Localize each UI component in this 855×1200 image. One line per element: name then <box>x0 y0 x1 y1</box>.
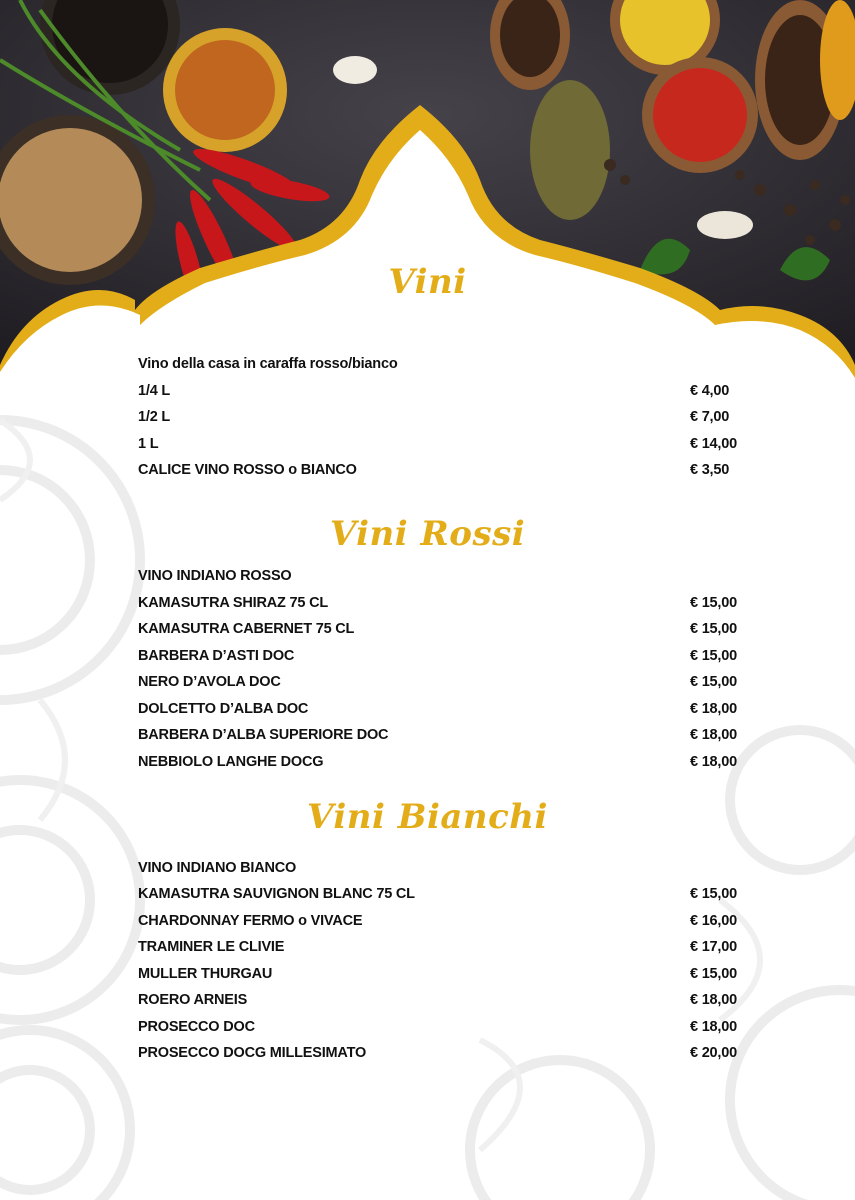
menu-item <box>138 966 738 986</box>
item-name: KAMASUTRA SHIRAZ 75 CL <box>138 595 329 611</box>
item-price: € 3,50 <box>690 462 730 478</box>
menu-item <box>138 568 738 588</box>
item-name: CHARDONNAY FERMO o VIVACE <box>138 913 363 929</box>
item-price: € 15,00 <box>690 621 737 637</box>
item-name: VINO INDIANO BIANCO <box>138 860 297 876</box>
item-name: PROSECCO DOC <box>138 1019 255 1035</box>
menu-item <box>138 992 738 1012</box>
menu-item <box>138 727 738 747</box>
item-name: KAMASUTRA SAUVIGNON BLANC 75 CL <box>138 886 415 902</box>
item-name: DOLCETTO D’ALBA DOC <box>138 701 309 717</box>
item-name: 1/4 L <box>138 383 171 399</box>
menu-item <box>138 648 738 668</box>
item-price: € 18,00 <box>690 992 737 1008</box>
item-name: NERO D’AVOLA DOC <box>138 674 281 690</box>
item-name: 1 L <box>138 436 159 452</box>
item-name: CALICE VINO ROSSO o BIANCO <box>138 462 357 478</box>
item-name: VINO INDIANO ROSSO <box>138 568 292 584</box>
item-name: 1/2 L <box>138 409 171 425</box>
item-name: NEBBIOLO LANGHE DOCG <box>138 754 324 770</box>
item-price: € 14,00 <box>690 436 737 452</box>
menu-item <box>138 462 738 482</box>
menu-item <box>138 754 738 774</box>
item-name: Vino della casa in caraffa rosso/bianco <box>138 356 398 372</box>
menu-item <box>138 674 738 694</box>
item-name: BARBERA D’ASTI DOC <box>138 648 295 664</box>
menu-item <box>138 621 738 641</box>
menu-item <box>138 939 738 959</box>
item-name: TRAMINER LE CLIVIE <box>138 939 285 955</box>
menu-item <box>138 356 738 376</box>
item-price: € 16,00 <box>690 913 737 929</box>
item-name: PROSECCO DOCG MILLESIMATO <box>138 1045 367 1061</box>
item-price: € 15,00 <box>690 966 737 982</box>
item-name: BARBERA D’ALBA SUPERIORE DOC <box>138 727 389 743</box>
item-name: MULLER THURGAU <box>138 966 273 982</box>
menu-item <box>138 860 738 880</box>
item-price: € 18,00 <box>690 701 737 717</box>
menu-item <box>138 1045 738 1065</box>
menu-item <box>138 886 738 906</box>
section-title-vini-rossi: Vini Rossi <box>329 514 526 554</box>
item-name: ROERO ARNEIS <box>138 992 248 1008</box>
menu-item <box>138 1019 738 1039</box>
item-price: € 15,00 <box>690 886 737 902</box>
menu-item <box>138 913 738 933</box>
menu-item <box>138 436 738 456</box>
item-price: € 15,00 <box>690 648 737 664</box>
menu-item <box>138 383 738 403</box>
item-price: € 18,00 <box>690 727 737 743</box>
item-price: € 18,00 <box>690 1019 737 1035</box>
item-name: KAMASUTRA CABERNET 75 CL <box>138 621 355 637</box>
menu-item <box>138 409 738 429</box>
menu-item <box>138 701 738 721</box>
item-price: € 15,00 <box>690 595 737 611</box>
menu-item <box>138 595 738 615</box>
item-price: € 7,00 <box>690 409 730 425</box>
header-spice-image <box>0 0 855 380</box>
item-price: € 4,00 <box>690 383 730 399</box>
item-price: € 17,00 <box>690 939 737 955</box>
item-price: € 20,00 <box>690 1045 737 1061</box>
item-price: € 15,00 <box>690 674 737 690</box>
section-title-vini-bianchi: Vini Bianchi <box>307 797 548 837</box>
item-price: € 18,00 <box>690 754 737 770</box>
section-title-vini: Vini <box>388 262 467 302</box>
